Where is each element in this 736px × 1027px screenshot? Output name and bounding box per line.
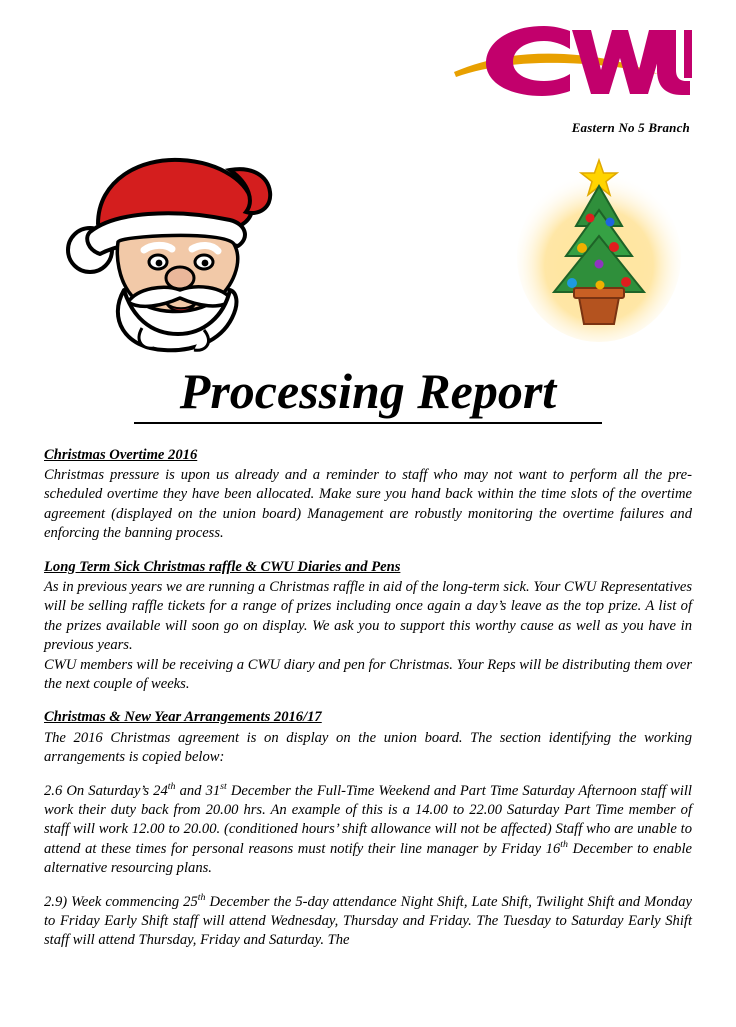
branch-label: Eastern No 5 Branch (571, 120, 690, 135)
santa-illustration (54, 150, 294, 355)
christmas-tree-illustration (514, 152, 684, 342)
section-paragraph: CWU members will be receiving a CWU diary and pen for Christmas. Your Reps will be distributing them over the next couple of weeks. (44, 656, 692, 692)
document-body (44, 446, 692, 951)
spacer (44, 768, 692, 782)
title-underline (134, 422, 602, 424)
section-heading: Christmas Overtime 2016 (44, 446, 198, 463)
section-heading: Christmas & New Year Arrangements 2016/17 (44, 709, 322, 726)
section-paragraph: The 2016 Christmas agreement is on display on the union board. The section identifying the working arrangements is copied below: (44, 729, 692, 766)
spacer (44, 879, 692, 893)
document-header (44, 0, 692, 150)
section-paragraph: As in previous years we are running a Christmas raffle in aid of the long-term sick. Your CWU Representatives will be selling raffle tickets for a range of prizes including once again a day’s leave as the top prize. A list of the prizes available will soon go on display. We ask you to support this worthy cause as well as you have in previous years. (44, 578, 692, 654)
spacer (44, 544, 692, 558)
section-christmas-overtime (44, 446, 692, 544)
artwork-row (44, 150, 692, 365)
clause-2-9: 2.9) Week commencing 25th December the 5-day attendance Night Shift, Late Shift, Twilight Shift and Monday to Friday Early Shift staff will attend Wednesday, Thursday and Friday. The Tuesday to Saturday Early Shift staff will attend Thursday, Friday and Saturday. The (44, 891, 692, 949)
section-long-term-sick-raffle (44, 558, 692, 695)
page-title: Processing Report (179, 363, 557, 419)
clause-2-6: 2.6 On Saturday’s 24th and 31st December the Full-Time Weekend and Part Time Saturday Afternoon staff will work their duty back from 20.00 hrs. An example of this is a 14.00 to 22.00 Saturday Part Time member of staff will work 12.00 to 20.00. (conditioned hours’ shift allowance will not be affected) Staff who are unable to attend at these times for personal reasons must notify their line manager by Friday 16th December to enable alternative resourcing plans. (44, 780, 692, 877)
section-christmas-new-year-arrangements (44, 708, 692, 767)
section-heading: Long Term Sick Christmas raffle & CWU Diaries and Pens (44, 558, 401, 575)
section-paragraph: Christmas pressure is upon us already and a reminder to staff who may not want to perform all the pre-scheduled overtime they have been allocated. Make sure you hand back within the time slots of the overtime agreement (displayed on the union board) Management are robustly monitoring the overtime failures and enforcing the banning process. (44, 466, 692, 542)
spacer (44, 694, 692, 708)
page-title-wrap (44, 365, 692, 424)
cwu-logo (452, 18, 692, 96)
